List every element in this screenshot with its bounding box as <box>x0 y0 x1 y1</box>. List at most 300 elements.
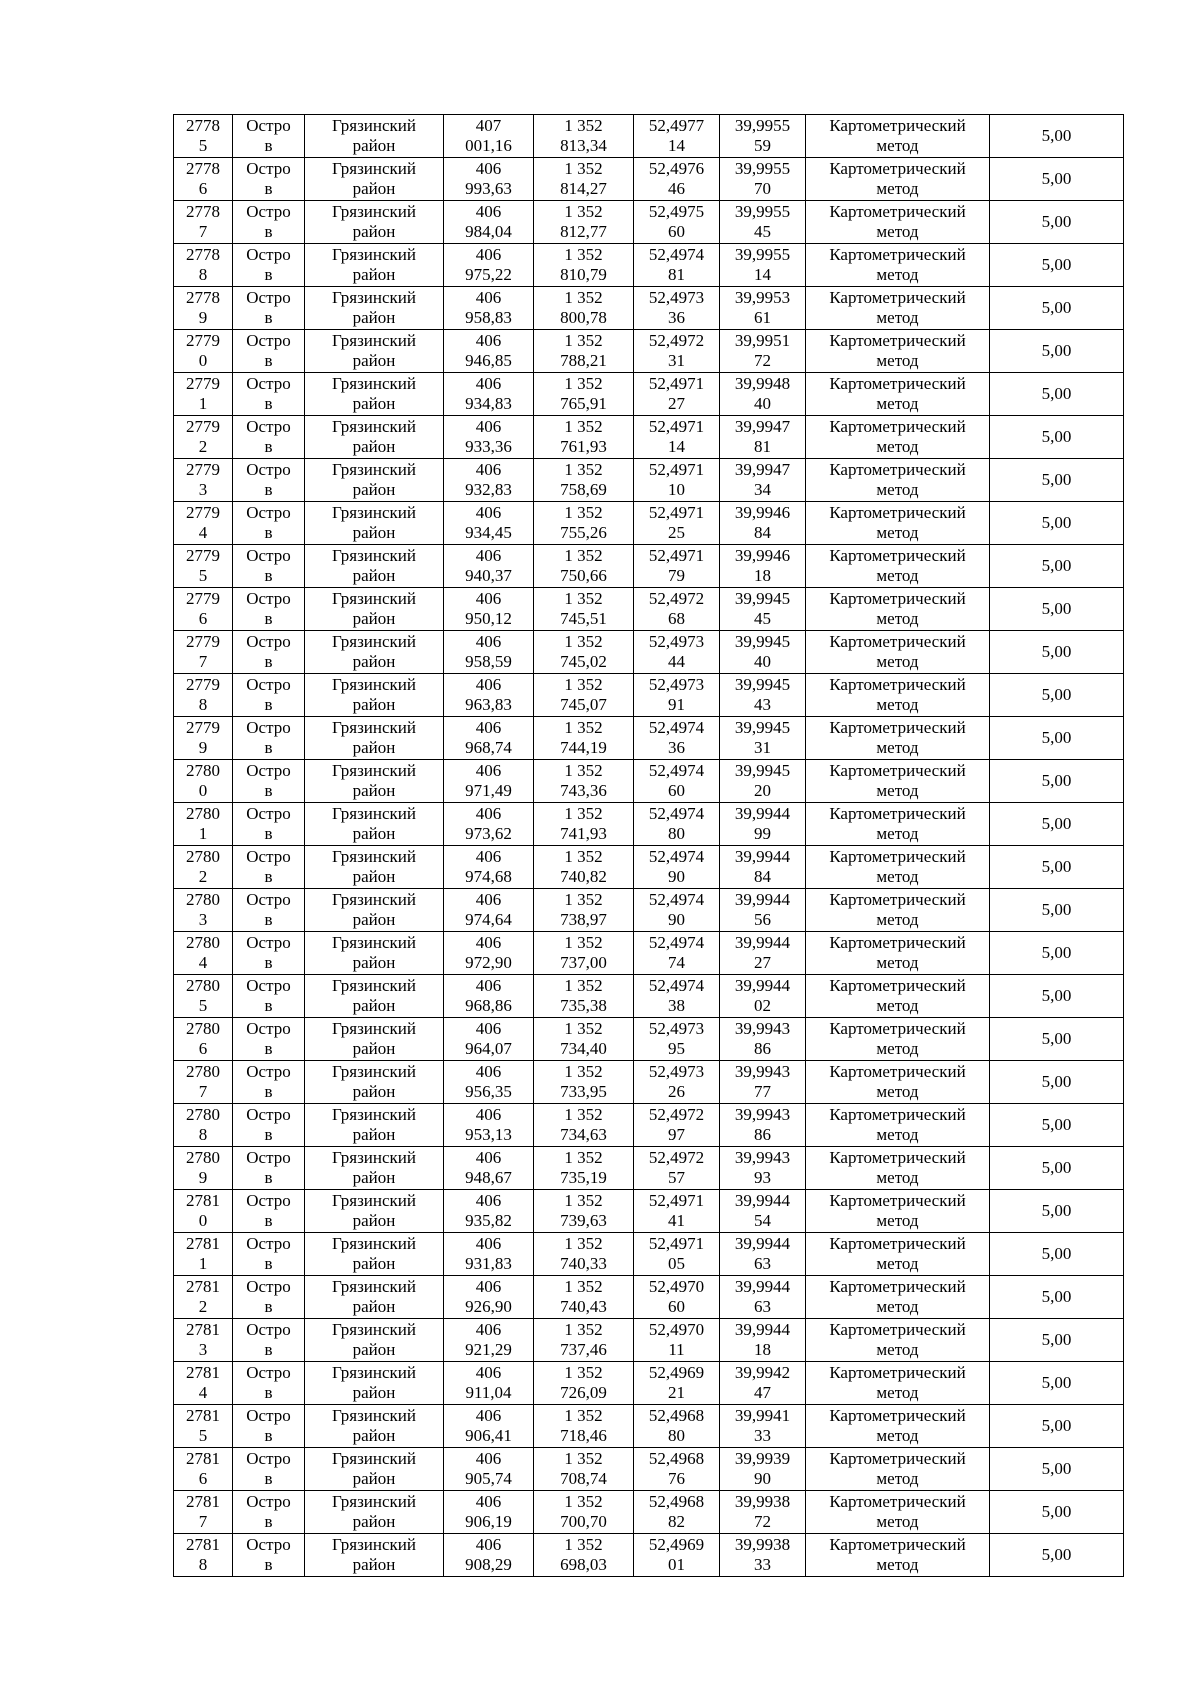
method-cell <box>806 932 990 975</box>
district-cell <box>305 201 444 244</box>
coord-y-cell <box>534 244 634 287</box>
object-type-cell <box>233 1190 305 1233</box>
latitude-cell-text: 52,4977 14 <box>648 116 705 155</box>
point-number-cell-text: 2778 6 <box>186 159 220 198</box>
accuracy-cell <box>990 1534 1124 1577</box>
method-cell-text: Картометрический метод <box>829 1492 966 1531</box>
coord-y-cell <box>534 1534 634 1577</box>
accuracy-cell-text: 5,00 <box>1041 1158 1072 1177</box>
coord-x-cell <box>444 1448 534 1491</box>
district-cell-text: Грязинский район <box>332 632 416 671</box>
coord-y-cell-text: 1 352 718,46 <box>560 1406 607 1445</box>
district-cell <box>305 1233 444 1276</box>
object-type-cell <box>233 416 305 459</box>
longitude-cell <box>720 1147 806 1190</box>
latitude-cell-text: 52,4975 60 <box>648 202 705 241</box>
latitude-cell <box>634 158 720 201</box>
accuracy-cell <box>990 201 1124 244</box>
method-cell <box>806 1190 990 1233</box>
table-row <box>174 373 1124 416</box>
point-number-cell-text: 2779 3 <box>186 460 220 499</box>
coord-x-cell <box>444 846 534 889</box>
object-type-cell-text: Остро в <box>246 331 291 370</box>
district-cell <box>305 1405 444 1448</box>
method-cell <box>806 502 990 545</box>
method-cell <box>806 1534 990 1577</box>
accuracy-cell <box>990 760 1124 803</box>
accuracy-cell <box>990 158 1124 201</box>
coord-x-cell <box>444 1534 534 1577</box>
table-row <box>174 287 1124 330</box>
accuracy-cell <box>990 459 1124 502</box>
longitude-cell-text: 39,9944 02 <box>734 976 791 1015</box>
object-type-cell <box>233 846 305 889</box>
accuracy-cell <box>990 846 1124 889</box>
coord-y-cell <box>534 1405 634 1448</box>
coord-x-cell <box>444 803 534 846</box>
latitude-cell <box>634 545 720 588</box>
district-cell <box>305 1147 444 1190</box>
district-cell <box>305 760 444 803</box>
coord-x-cell-text: 406 993,63 <box>465 159 512 198</box>
coord-x-cell <box>444 975 534 1018</box>
latitude-cell <box>634 1104 720 1147</box>
longitude-cell-text: 39,9944 63 <box>734 1277 791 1316</box>
latitude-cell <box>634 115 720 158</box>
point-number-cell <box>174 889 233 932</box>
district-cell <box>305 545 444 588</box>
latitude-cell-text: 52,4973 95 <box>648 1019 705 1058</box>
latitude-cell-text: 52,4974 90 <box>648 847 705 886</box>
method-cell <box>806 287 990 330</box>
coord-y-cell <box>534 1147 634 1190</box>
accuracy-cell <box>990 889 1124 932</box>
accuracy-cell-text: 5,00 <box>1041 1416 1072 1435</box>
longitude-cell <box>720 588 806 631</box>
latitude-cell-text: 52,4974 81 <box>648 245 705 284</box>
coord-x-cell <box>444 717 534 760</box>
coord-x-cell <box>444 373 534 416</box>
coord-y-cell <box>534 1362 634 1405</box>
method-cell <box>806 115 990 158</box>
accuracy-cell-text: 5,00 <box>1041 1244 1072 1263</box>
accuracy-cell-text: 5,00 <box>1041 298 1072 317</box>
accuracy-cell-text: 5,00 <box>1041 1545 1072 1564</box>
district-cell <box>305 889 444 932</box>
method-cell-text: Картометрический метод <box>829 804 966 843</box>
latitude-cell <box>634 1276 720 1319</box>
point-number-cell-text: 2780 5 <box>186 976 220 1015</box>
object-type-cell <box>233 1233 305 1276</box>
accuracy-cell <box>990 1147 1124 1190</box>
object-type-cell <box>233 717 305 760</box>
accuracy-cell-text: 5,00 <box>1041 1072 1072 1091</box>
coord-y-cell <box>534 760 634 803</box>
object-type-cell-text: Остро в <box>246 116 291 155</box>
coord-x-cell <box>444 889 534 932</box>
method-cell <box>806 803 990 846</box>
object-type-cell-text: Остро в <box>246 1449 291 1488</box>
method-cell-text: Картометрический метод <box>829 1062 966 1101</box>
accuracy-cell-text: 5,00 <box>1041 986 1072 1005</box>
coord-y-cell-text: 1 352 745,51 <box>560 589 607 628</box>
method-cell-text: Картометрический метод <box>829 546 966 585</box>
coord-x-cell <box>444 115 534 158</box>
method-cell-text: Картометрический метод <box>829 933 966 972</box>
accuracy-cell <box>990 1018 1124 1061</box>
coord-y-cell-text: 1 352 734,63 <box>560 1105 607 1144</box>
table-row <box>174 717 1124 760</box>
coord-x-cell-text: 406 975,22 <box>465 245 512 284</box>
latitude-cell <box>634 1147 720 1190</box>
method-cell-text: Картометрический метод <box>829 890 966 929</box>
method-cell <box>806 1491 990 1534</box>
point-number-cell <box>174 1018 233 1061</box>
coord-x-cell-text: 406 921,29 <box>465 1320 512 1359</box>
latitude-cell <box>634 502 720 545</box>
point-number-cell <box>174 373 233 416</box>
coord-x-cell-text: 406 906,41 <box>465 1406 512 1445</box>
latitude-cell-text: 52,4974 80 <box>648 804 705 843</box>
district-cell-text: Грязинский район <box>332 331 416 370</box>
accuracy-cell-text: 5,00 <box>1041 384 1072 403</box>
coord-x-cell-text: 406 958,59 <box>465 632 512 671</box>
accuracy-cell <box>990 545 1124 588</box>
accuracy-cell-text: 5,00 <box>1041 900 1072 919</box>
district-cell-text: Грязинский район <box>332 1019 416 1058</box>
longitude-cell-text: 39,9955 70 <box>734 159 791 198</box>
accuracy-cell-text: 5,00 <box>1041 1287 1072 1306</box>
district-cell <box>305 416 444 459</box>
coord-x-cell-text: 406 935,82 <box>465 1191 512 1230</box>
coord-y-cell-text: 1 352 761,93 <box>560 417 607 456</box>
object-type-cell <box>233 760 305 803</box>
accuracy-cell-text: 5,00 <box>1041 1330 1072 1349</box>
accuracy-cell <box>990 416 1124 459</box>
coord-y-cell-text: 1 352 700,70 <box>560 1492 607 1531</box>
method-cell <box>806 1018 990 1061</box>
latitude-cell-text: 52,4971 41 <box>648 1191 705 1230</box>
object-type-cell <box>233 631 305 674</box>
district-cell-text: Грязинский район <box>332 718 416 757</box>
point-number-cell <box>174 1319 233 1362</box>
point-number-cell-text: 2781 7 <box>186 1492 220 1531</box>
latitude-cell <box>634 201 720 244</box>
accuracy-cell-text: 5,00 <box>1041 814 1072 833</box>
longitude-cell <box>720 1233 806 1276</box>
accuracy-cell <box>990 1061 1124 1104</box>
latitude-cell-text: 52,4972 31 <box>648 331 705 370</box>
longitude-cell <box>720 760 806 803</box>
coord-y-cell-text: 1 352 726,09 <box>560 1363 607 1402</box>
object-type-cell <box>233 674 305 717</box>
latitude-cell-text: 52,4971 10 <box>648 460 705 499</box>
district-cell <box>305 158 444 201</box>
table-row <box>174 588 1124 631</box>
coord-x-cell-text: 406 958,83 <box>465 288 512 327</box>
point-number-cell <box>174 459 233 502</box>
longitude-cell <box>720 1362 806 1405</box>
object-type-cell-text: Остро в <box>246 847 291 886</box>
longitude-cell <box>720 1448 806 1491</box>
coord-x-cell-text: 406 956,35 <box>465 1062 512 1101</box>
latitude-cell <box>634 330 720 373</box>
coord-x-cell <box>444 1190 534 1233</box>
point-number-cell-text: 2780 0 <box>186 761 220 800</box>
object-type-cell-text: Остро в <box>246 1105 291 1144</box>
coord-y-cell-text: 1 352 708,74 <box>560 1449 607 1488</box>
method-cell-text: Картометрический метод <box>829 718 966 757</box>
method-cell <box>806 588 990 631</box>
method-cell <box>806 1147 990 1190</box>
district-cell <box>305 1190 444 1233</box>
object-type-cell-text: Остро в <box>246 589 291 628</box>
coord-x-cell-text: 406 971,49 <box>465 761 512 800</box>
accuracy-cell-text: 5,00 <box>1041 513 1072 532</box>
longitude-cell-text: 39,9944 54 <box>734 1191 791 1230</box>
latitude-cell <box>634 1190 720 1233</box>
coord-y-cell-text: 1 352 812,77 <box>560 202 607 241</box>
coord-y-cell-text: 1 352 810,79 <box>560 245 607 284</box>
coord-x-cell <box>444 330 534 373</box>
coord-y-cell-text: 1 352 813,34 <box>560 116 607 155</box>
table-row <box>174 674 1124 717</box>
point-number-cell-text: 2778 7 <box>186 202 220 241</box>
coord-y-cell-text: 1 352 735,19 <box>560 1148 607 1187</box>
longitude-cell-text: 39,9945 31 <box>734 718 791 757</box>
district-cell <box>305 373 444 416</box>
table-row <box>174 975 1124 1018</box>
table-row <box>174 760 1124 803</box>
latitude-cell <box>634 760 720 803</box>
coord-x-cell <box>444 201 534 244</box>
latitude-cell <box>634 1534 720 1577</box>
latitude-cell-text: 52,4974 38 <box>648 976 705 1015</box>
coord-y-cell-text: 1 352 734,40 <box>560 1019 607 1058</box>
longitude-cell-text: 39,9944 27 <box>734 933 791 972</box>
latitude-cell-text: 52,4974 74 <box>648 933 705 972</box>
coord-x-cell-text: 406 984,04 <box>465 202 512 241</box>
method-cell <box>806 545 990 588</box>
table-row <box>174 1362 1124 1405</box>
object-type-cell <box>233 932 305 975</box>
method-cell <box>806 1362 990 1405</box>
latitude-cell-text: 52,4970 60 <box>648 1277 705 1316</box>
longitude-cell <box>720 115 806 158</box>
accuracy-cell-text: 5,00 <box>1041 126 1072 145</box>
object-type-cell-text: Остро в <box>246 288 291 327</box>
latitude-cell <box>634 373 720 416</box>
object-type-cell <box>233 975 305 1018</box>
coord-x-cell <box>444 545 534 588</box>
longitude-cell <box>720 1405 806 1448</box>
district-cell-text: Грязинский район <box>332 417 416 456</box>
table-row <box>174 803 1124 846</box>
longitude-cell <box>720 1319 806 1362</box>
district-cell-text: Грязинский район <box>332 546 416 585</box>
point-number-cell-text: 2779 5 <box>186 546 220 585</box>
object-type-cell <box>233 1276 305 1319</box>
object-type-cell-text: Остро в <box>246 1492 291 1531</box>
coord-x-cell <box>444 1104 534 1147</box>
district-cell <box>305 803 444 846</box>
coord-y-cell <box>534 1276 634 1319</box>
accuracy-cell-text: 5,00 <box>1041 1502 1072 1521</box>
object-type-cell <box>233 330 305 373</box>
object-type-cell-text: Остро в <box>246 1019 291 1058</box>
coord-y-cell <box>534 717 634 760</box>
point-number-cell-text: 2779 7 <box>186 632 220 671</box>
coord-x-cell <box>444 244 534 287</box>
point-number-cell <box>174 330 233 373</box>
point-number-cell <box>174 631 233 674</box>
method-cell-text: Картометрический метод <box>829 1277 966 1316</box>
point-number-cell <box>174 1448 233 1491</box>
longitude-cell-text: 39,9947 34 <box>734 460 791 499</box>
coord-y-cell <box>534 846 634 889</box>
accuracy-cell-text: 5,00 <box>1041 857 1072 876</box>
latitude-cell-text: 52,4972 97 <box>648 1105 705 1144</box>
table-row <box>174 545 1124 588</box>
coord-y-cell-text: 1 352 698,03 <box>560 1535 607 1574</box>
coord-y-cell <box>534 158 634 201</box>
coord-y-cell-text: 1 352 814,27 <box>560 159 607 198</box>
accuracy-cell <box>990 330 1124 373</box>
object-type-cell <box>233 1319 305 1362</box>
accuracy-cell <box>990 1448 1124 1491</box>
method-cell <box>806 846 990 889</box>
point-number-cell-text: 2779 0 <box>186 331 220 370</box>
accuracy-cell <box>990 1362 1124 1405</box>
coord-x-cell-text: 406 940,37 <box>465 546 512 585</box>
longitude-cell-text: 39,9941 33 <box>734 1406 791 1445</box>
longitude-cell <box>720 459 806 502</box>
point-number-cell-text: 2780 6 <box>186 1019 220 1058</box>
point-number-cell <box>174 975 233 1018</box>
table-row <box>174 201 1124 244</box>
table-row <box>174 1448 1124 1491</box>
object-type-cell-text: Остро в <box>246 632 291 671</box>
object-type-cell <box>233 502 305 545</box>
coord-x-cell-text: 406 964,07 <box>465 1019 512 1058</box>
longitude-cell <box>720 545 806 588</box>
table-row <box>174 846 1124 889</box>
point-number-cell <box>174 1190 233 1233</box>
district-cell <box>305 846 444 889</box>
table-row <box>174 1405 1124 1448</box>
table-row <box>174 1018 1124 1061</box>
coord-y-cell <box>534 803 634 846</box>
latitude-cell-text: 52,4968 80 <box>648 1406 705 1445</box>
accuracy-cell-text: 5,00 <box>1041 1373 1072 1392</box>
coord-x-cell <box>444 1319 534 1362</box>
longitude-cell <box>720 1534 806 1577</box>
longitude-cell-text: 39,9944 56 <box>734 890 791 929</box>
latitude-cell-text: 52,4968 82 <box>648 1492 705 1531</box>
table-body <box>174 115 1124 1577</box>
latitude-cell <box>634 717 720 760</box>
accuracy-cell-text: 5,00 <box>1041 599 1072 618</box>
object-type-cell <box>233 244 305 287</box>
accuracy-cell-text: 5,00 <box>1041 212 1072 231</box>
coord-x-cell-text: 406 931,83 <box>465 1234 512 1273</box>
object-type-cell-text: Остро в <box>246 675 291 714</box>
accuracy-cell <box>990 1233 1124 1276</box>
object-type-cell <box>233 201 305 244</box>
latitude-cell-text: 52,4974 60 <box>648 761 705 800</box>
longitude-cell <box>720 803 806 846</box>
district-cell-text: Грязинский район <box>332 1406 416 1445</box>
accuracy-cell-text: 5,00 <box>1041 169 1072 188</box>
district-cell <box>305 115 444 158</box>
longitude-cell-text: 39,9943 86 <box>734 1105 791 1144</box>
longitude-cell-text: 39,9948 40 <box>734 374 791 413</box>
object-type-cell-text: Остро в <box>246 202 291 241</box>
point-number-cell <box>174 1104 233 1147</box>
longitude-cell <box>720 1491 806 1534</box>
coord-y-cell <box>534 330 634 373</box>
district-cell-text: Грязинский район <box>332 804 416 843</box>
latitude-cell-text: 52,4969 01 <box>648 1535 705 1574</box>
district-cell-text: Грязинский район <box>332 202 416 241</box>
method-cell <box>806 760 990 803</box>
district-cell <box>305 1018 444 1061</box>
latitude-cell-text: 52,4968 76 <box>648 1449 705 1488</box>
longitude-cell <box>720 1190 806 1233</box>
coord-y-cell-text: 1 352 744,19 <box>560 718 607 757</box>
latitude-cell <box>634 244 720 287</box>
district-cell <box>305 674 444 717</box>
method-cell-text: Картометрический метод <box>829 1191 966 1230</box>
table-row <box>174 1147 1124 1190</box>
latitude-cell-text: 52,4972 57 <box>648 1148 705 1187</box>
object-type-cell-text: Остро в <box>246 804 291 843</box>
accuracy-cell-text: 5,00 <box>1041 470 1072 489</box>
accuracy-cell-text: 5,00 <box>1041 1201 1072 1220</box>
object-type-cell-text: Остро в <box>246 374 291 413</box>
object-type-cell <box>233 1147 305 1190</box>
accuracy-cell <box>990 588 1124 631</box>
method-cell-text: Картометрический метод <box>829 460 966 499</box>
coord-x-cell-text: 407 001,16 <box>465 116 512 155</box>
coord-x-cell <box>444 760 534 803</box>
object-type-cell <box>233 1104 305 1147</box>
coord-y-cell-text: 1 352 738,97 <box>560 890 607 929</box>
longitude-cell <box>720 1061 806 1104</box>
object-type-cell <box>233 158 305 201</box>
coord-x-cell <box>444 1491 534 1534</box>
longitude-cell-text: 39,9943 86 <box>734 1019 791 1058</box>
longitude-cell <box>720 1104 806 1147</box>
coord-x-cell <box>444 674 534 717</box>
coord-y-cell <box>534 201 634 244</box>
table-row <box>174 115 1124 158</box>
point-number-cell <box>174 1405 233 1448</box>
latitude-cell <box>634 1362 720 1405</box>
coord-x-cell-text: 406 906,19 <box>465 1492 512 1531</box>
district-cell <box>305 1362 444 1405</box>
accuracy-cell-text: 5,00 <box>1041 1459 1072 1478</box>
coord-y-cell-text: 1 352 750,66 <box>560 546 607 585</box>
coord-y-cell <box>534 889 634 932</box>
district-cell-text: Грязинский район <box>332 503 416 542</box>
object-type-cell <box>233 1362 305 1405</box>
latitude-cell <box>634 674 720 717</box>
accuracy-cell <box>990 287 1124 330</box>
accuracy-cell <box>990 373 1124 416</box>
district-cell-text: Грязинский район <box>332 1234 416 1273</box>
longitude-cell-text: 39,9947 81 <box>734 417 791 456</box>
